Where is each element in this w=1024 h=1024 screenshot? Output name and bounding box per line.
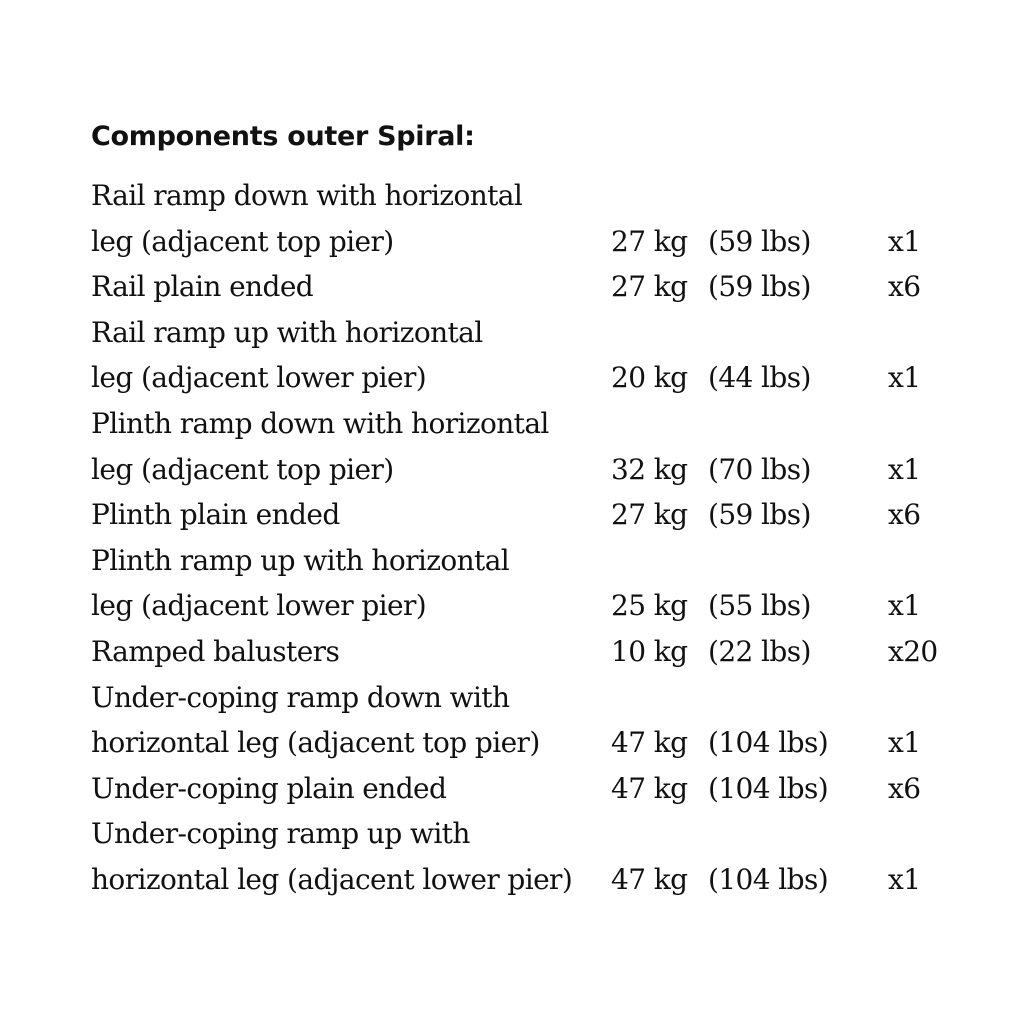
component-row [91, 310, 991, 356]
component-row [91, 538, 991, 584]
component-row [91, 492, 991, 538]
component-quantity: x6 [888, 771, 921, 805]
component-weight-kg: 47 kg [611, 862, 688, 896]
component-weight-kg: 47 kg [611, 771, 688, 805]
component-weight-lbs: (22 lbs) [708, 634, 811, 668]
component-weight-kg: 27 kg [611, 224, 688, 258]
component-name: Plinth ramp up with horizontal [91, 543, 510, 577]
component-row [91, 447, 991, 493]
component-weight-lbs: (104 lbs) [708, 726, 829, 760]
component-name: leg (adjacent top pier) [91, 224, 394, 258]
component-weight-kg: 25 kg [611, 589, 688, 623]
component-quantity: x1 [888, 361, 921, 395]
component-quantity: x1 [888, 726, 921, 760]
component-weight-lbs: (55 lbs) [708, 589, 811, 623]
component-row [91, 675, 991, 721]
component-row [91, 264, 991, 310]
component-name: Plinth ramp down with horizontal [91, 406, 549, 440]
component-row [91, 219, 991, 265]
component-name: Rail ramp down with horizontal [91, 179, 523, 212]
component-name: horizontal leg (adjacent lower pier) [91, 862, 573, 896]
component-name: Rail ramp up with horizontal [91, 315, 483, 349]
component-weight-kg: 27 kg [611, 498, 688, 532]
component-row [91, 811, 991, 857]
component-name: Ramped balusters [91, 634, 340, 668]
component-weight-lbs: (104 lbs) [708, 862, 829, 896]
component-quantity: x1 [888, 589, 921, 623]
component-name: Under-coping ramp down with [91, 680, 510, 714]
page-title: Components outer Spiral: [91, 121, 475, 152]
component-name: leg (adjacent lower pier) [91, 589, 427, 623]
component-quantity: x6 [888, 270, 921, 304]
component-weight-lbs: (70 lbs) [708, 452, 811, 486]
component-name: leg (adjacent top pier) [91, 452, 394, 486]
component-row [91, 173, 991, 219]
component-weight-kg: 27 kg [611, 270, 688, 304]
component-row [91, 355, 991, 401]
component-weight-kg: 10 kg [611, 634, 688, 668]
component-quantity: x20 [888, 634, 938, 668]
component-weight-lbs: (59 lbs) [708, 224, 811, 258]
component-row [91, 401, 991, 447]
component-name: Rail plain ended [91, 270, 314, 304]
component-quantity: x1 [888, 224, 921, 258]
component-weight-lbs: (59 lbs) [708, 498, 811, 532]
component-quantity: x1 [888, 862, 921, 896]
component-name: Under-coping plain ended [91, 771, 447, 805]
component-row [91, 857, 991, 903]
component-row [91, 720, 991, 766]
component-quantity: x1 [888, 452, 921, 486]
component-row [91, 629, 991, 675]
component-weight-lbs: (59 lbs) [708, 270, 811, 304]
components-list [91, 173, 991, 903]
component-name: Plinth plain ended [91, 498, 340, 532]
component-weight-kg: 32 kg [611, 452, 688, 486]
component-row [91, 766, 991, 812]
component-weight-lbs: (44 lbs) [708, 361, 811, 395]
component-weight-kg: 47 kg [611, 726, 688, 760]
component-weight-lbs: (104 lbs) [708, 771, 829, 805]
component-row [91, 583, 991, 629]
component-name: leg (adjacent lower pier) [91, 361, 427, 395]
component-quantity: x6 [888, 498, 921, 532]
component-name: Under-coping ramp up with [91, 817, 470, 851]
component-weight-kg: 20 kg [611, 361, 688, 395]
component-name: horizontal leg (adjacent top pier) [91, 726, 540, 760]
